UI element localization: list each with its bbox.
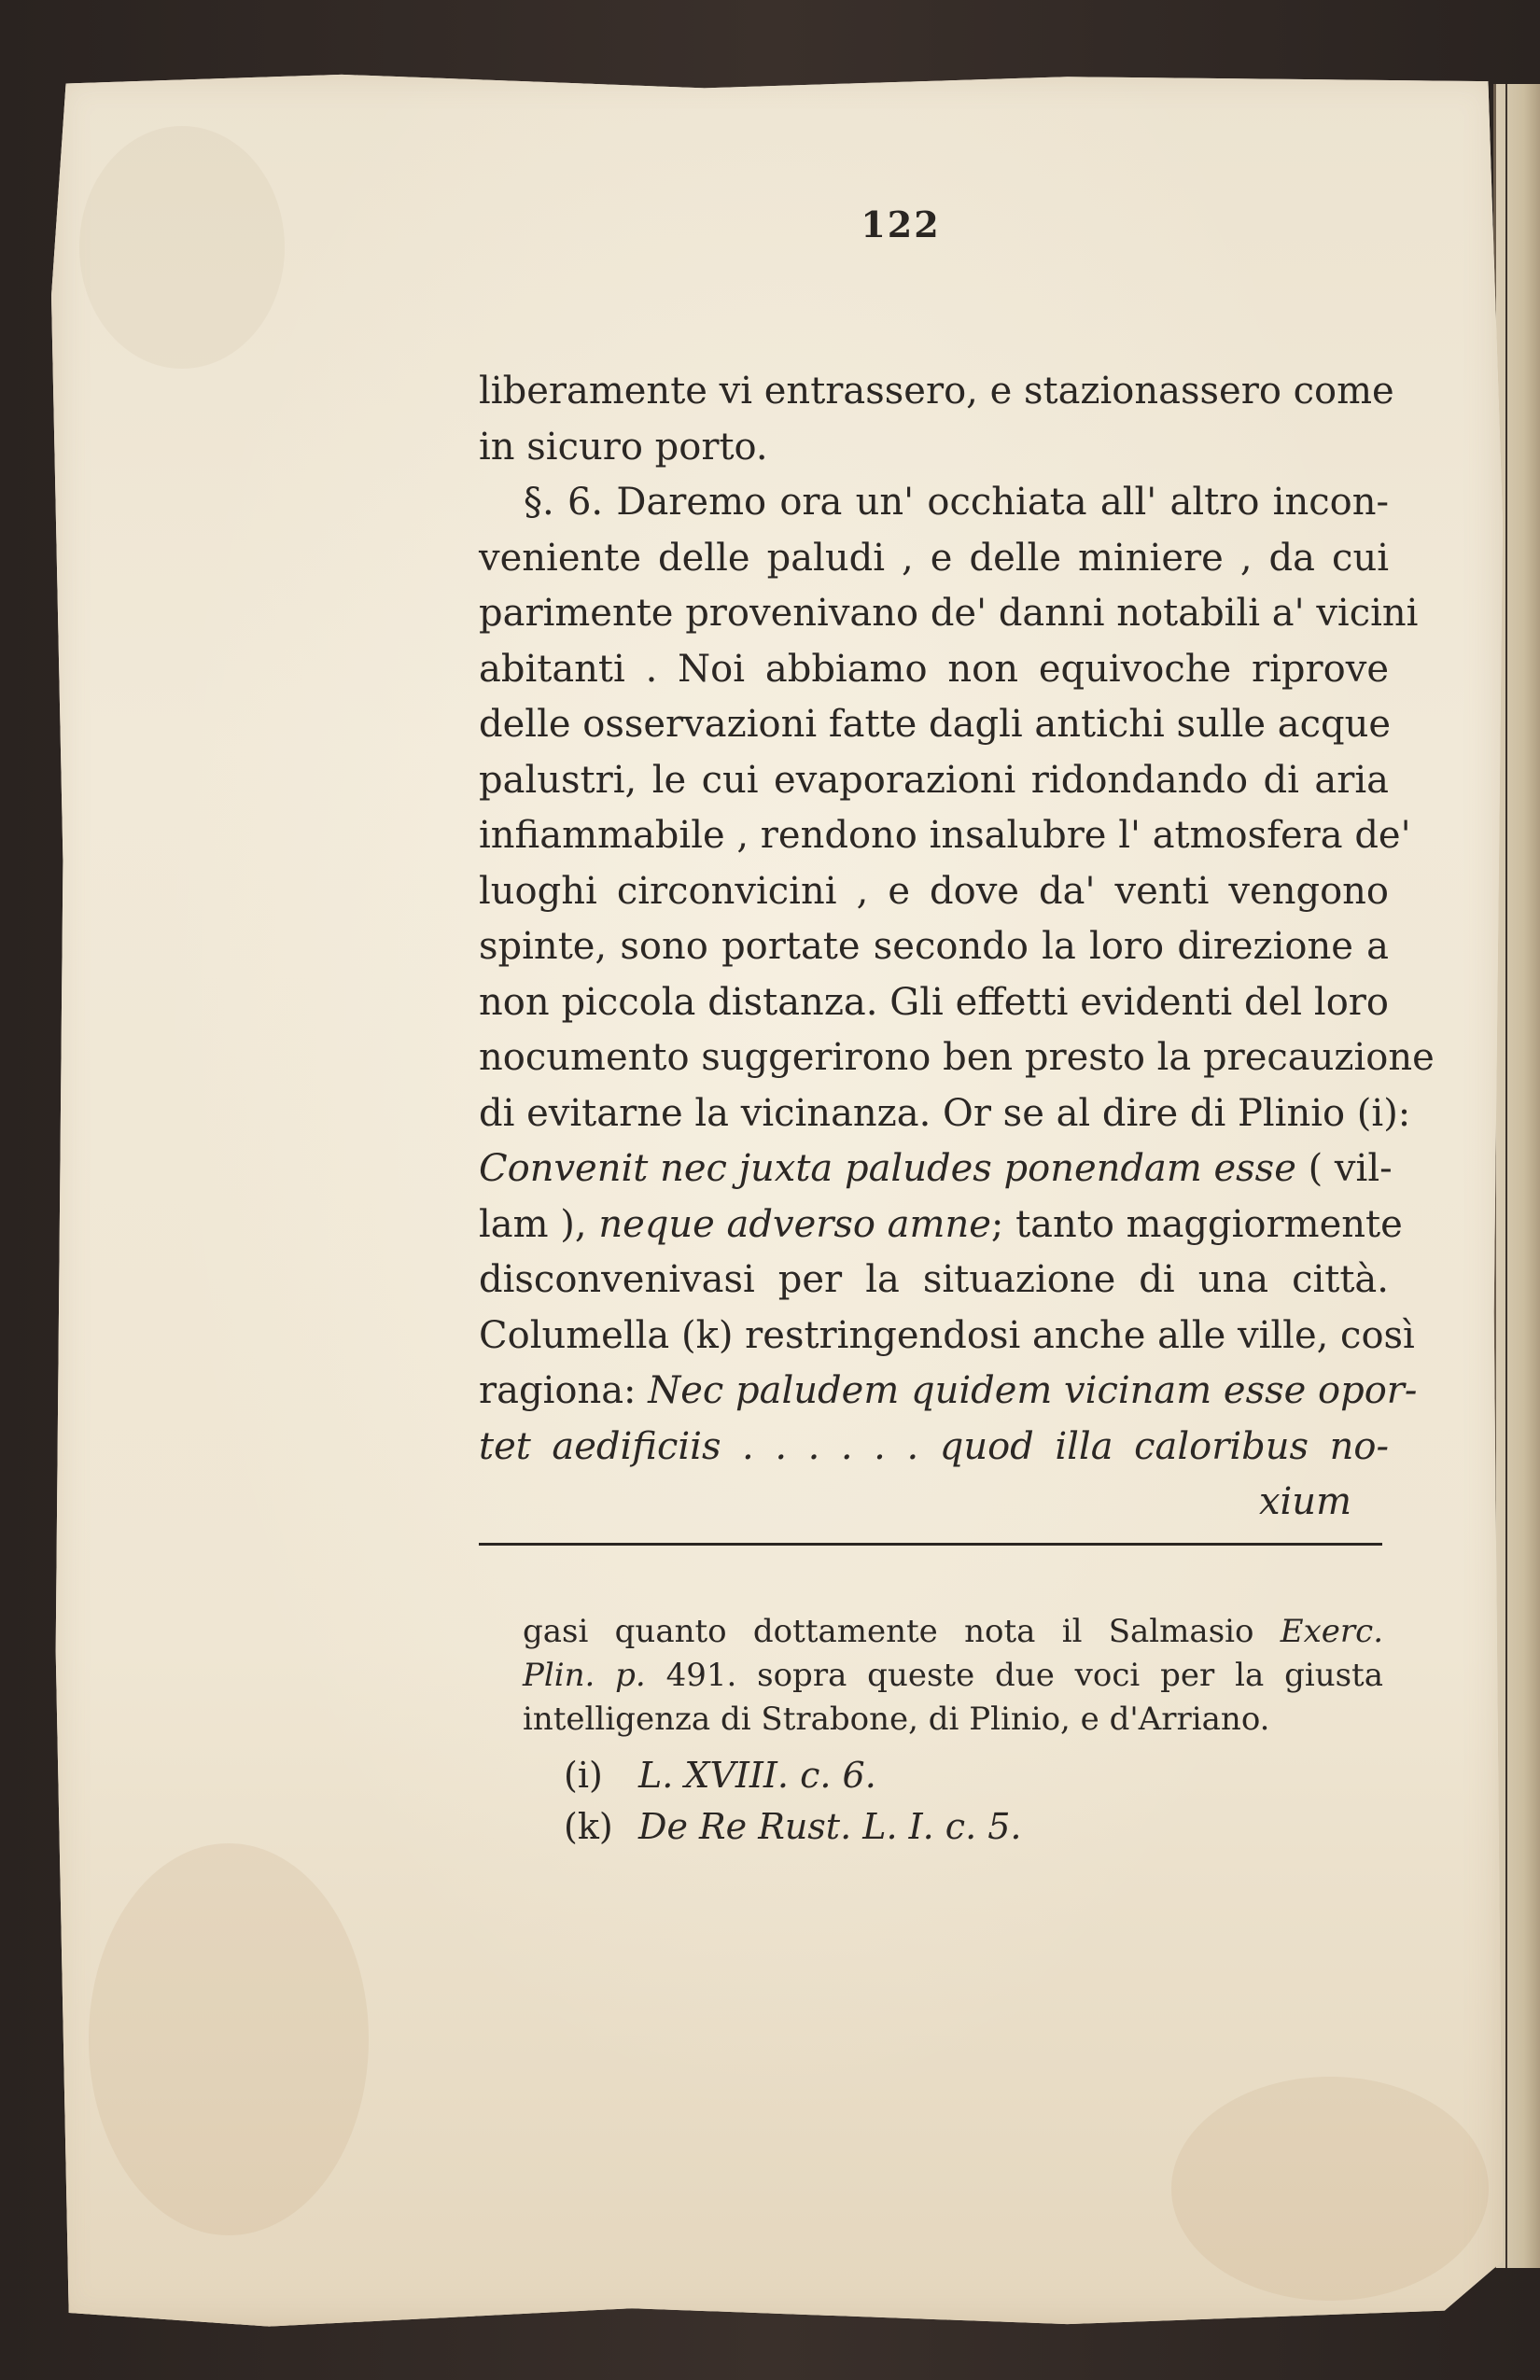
text-line: infiammabile , rendono insalubre l' atmosfera de' (479, 814, 1411, 857)
text-line: liberamente vi entrassero, e stazionassero come (479, 370, 1394, 413)
footnote-ref: De Re Rust. L. I. c. 5. (638, 1806, 1022, 1847)
adjacent-page-edge (1493, 84, 1540, 2268)
footnote-rule (479, 1543, 1382, 1546)
text-line: veniente delle paludi , e delle miniere , da cui (479, 536, 1389, 580)
text-line: palustri, le cui evaporazioni ridondando di aria (479, 758, 1389, 802)
latin-quote: Nec paludem quidem vicinam esse opor- (648, 1369, 1418, 1412)
text-line: nocumento suggerirono ben presto la precauzione (479, 1036, 1435, 1079)
text-line: Convenit nec juxta paludes ponendam esse ( vil- (479, 1147, 1393, 1190)
text-line: delle osservazioni fatte dagli antichi sulle acque (479, 703, 1392, 746)
footnote-mark: (i) (564, 1755, 603, 1796)
note-line: gasi quanto dottamente nota il Salmasio Exerc. (523, 1613, 1383, 1650)
paragraph-start: §. 6. Daremo ora un' occhiata all' altro incon- (524, 481, 1389, 524)
footnote-k (564, 1806, 1022, 1847)
note-line: Plin. p. 491. sopra queste due voci per la giusta (523, 1657, 1383, 1694)
text-line: parimente provenivano de' danni notabili a' vicini (479, 592, 1419, 635)
main-text (479, 364, 1435, 1531)
footnote-i (564, 1755, 876, 1796)
continued-note (523, 1610, 1383, 1742)
latin-quote: Convenit nec juxta paludes ponendam esse (479, 1147, 1296, 1190)
footnote-ref: L. XVIII. c. 6. (638, 1755, 876, 1796)
text-line: non piccola distanza. Gli effetti evidenti del loro (479, 980, 1389, 1024)
note-line: intelligenza di Strabone, di Plinio, e d'Arriano. (523, 1701, 1270, 1738)
text-line: ragiona: Nec paludem quidem vicinam esse opor- (479, 1369, 1418, 1412)
text-line: spinte, sono portate secondo la loro direzione a (479, 925, 1389, 968)
text-line: in sicuro porto. (479, 425, 768, 469)
catchword: xium (1258, 1480, 1351, 1523)
text-line: Columella (k) restringendosi anche alle ville, così (479, 1313, 1415, 1357)
text-line: abitanti . Noi abbiamo non equivoche riprove (479, 647, 1389, 691)
text-line: tet aedificiis . . . . . . quod illa caloribus no- (479, 1424, 1389, 1468)
footnote-mark: (k) (564, 1806, 613, 1847)
text-line: luoghi circonvicini , e dove da' venti vengono (479, 869, 1389, 913)
latin-quote: neque adverso amne (598, 1202, 991, 1246)
text-line: disconvenivasi per la situazione di una città. (479, 1258, 1389, 1301)
text-line: lam ), neque adverso amne; tanto maggiormente (479, 1202, 1403, 1246)
page-number: 122 (861, 203, 941, 245)
text-line: di evitarne la vicinanza. Or se al dire di Plinio (i): (479, 1091, 1411, 1135)
